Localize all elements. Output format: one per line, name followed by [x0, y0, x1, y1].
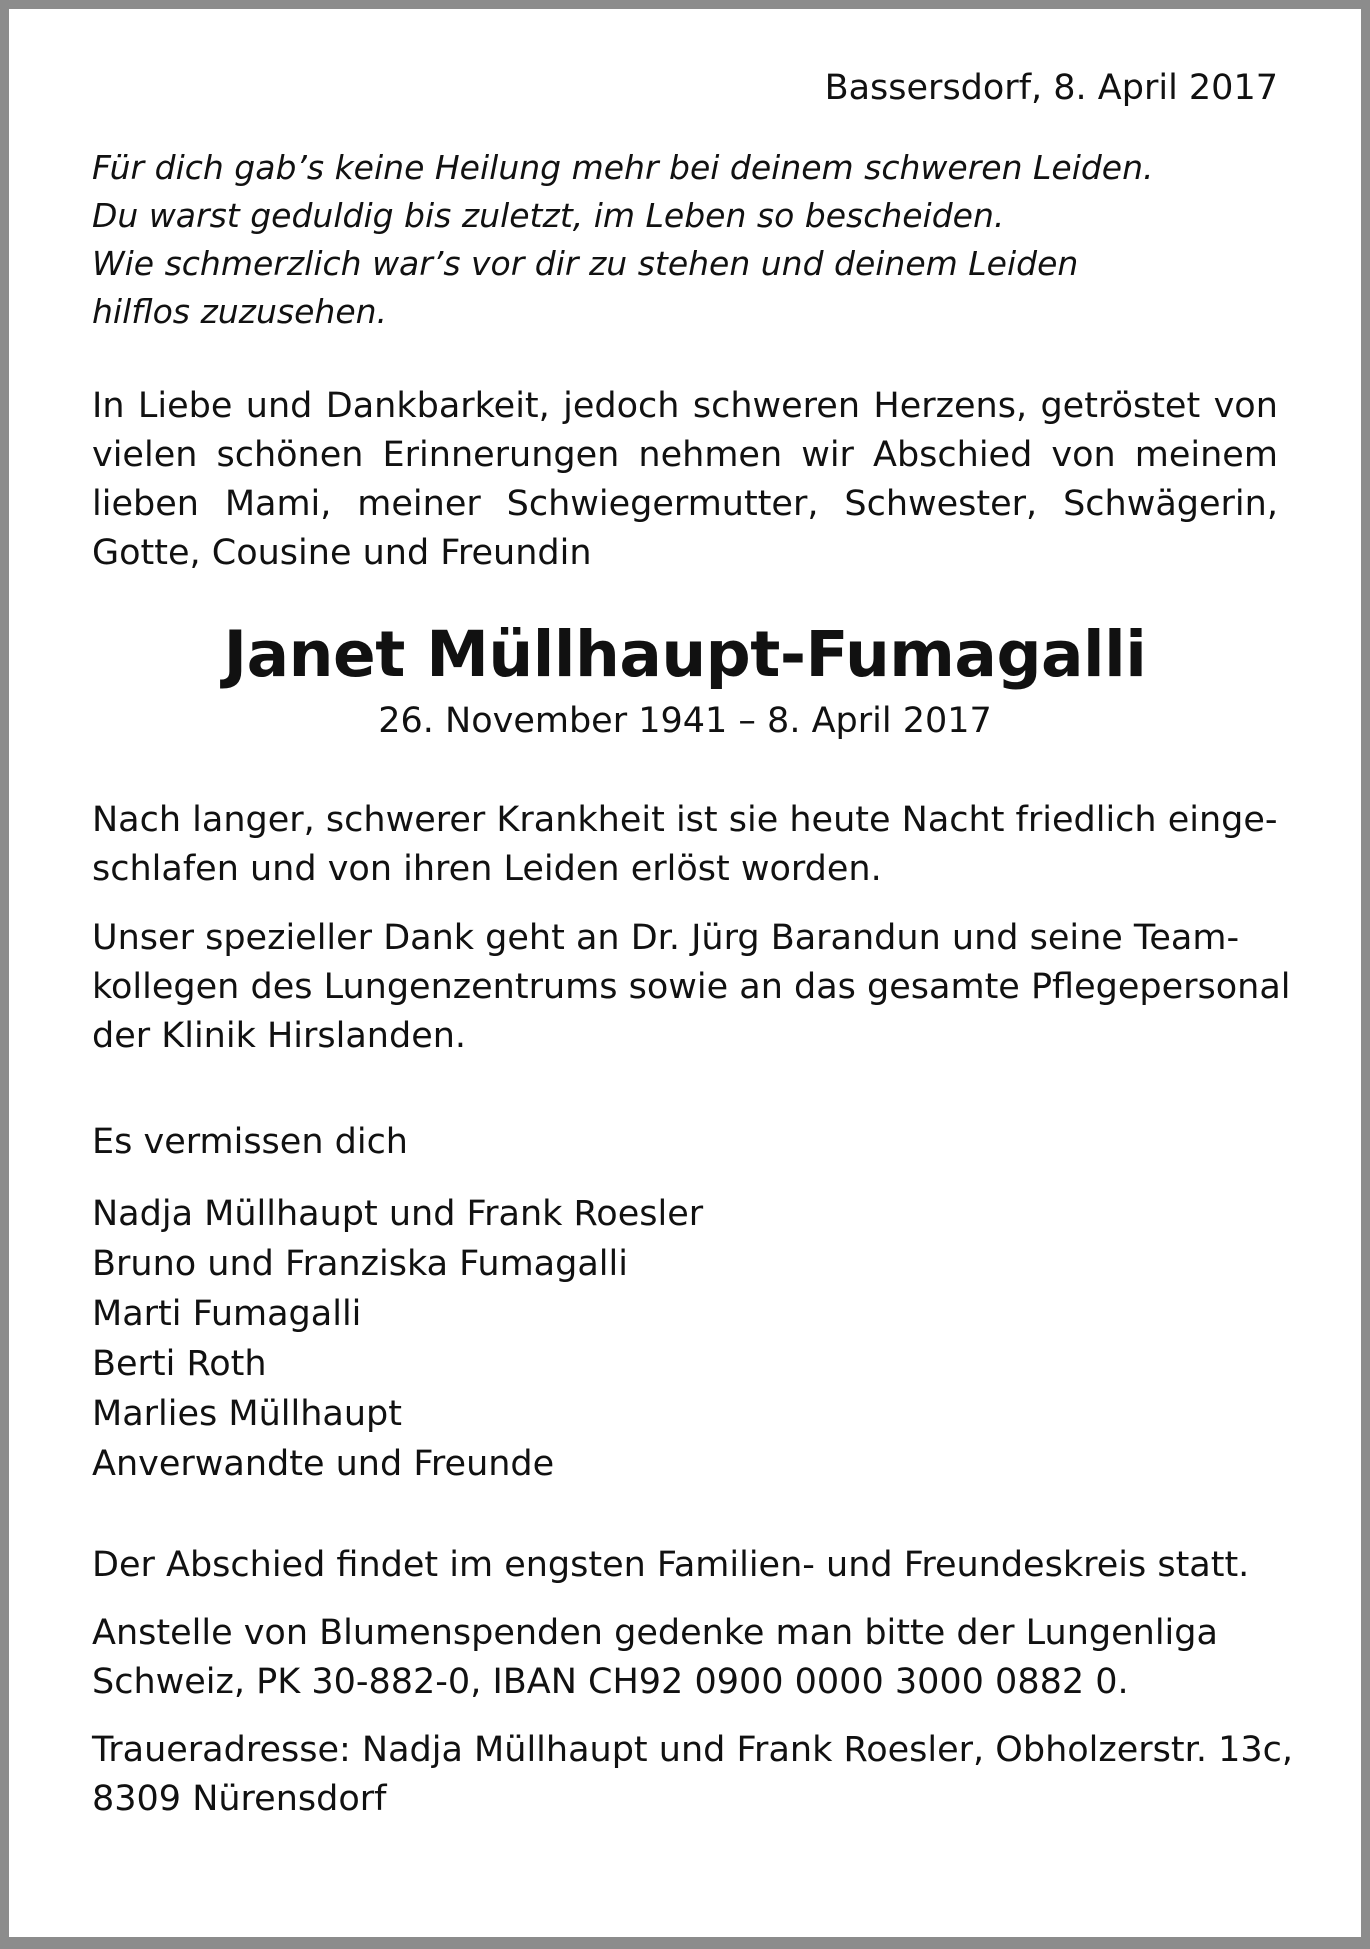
mourner-name: Berti Roth [92, 1344, 267, 1384]
obituary-notice [92, 62, 1293, 1824]
mourning-address [92, 1726, 1293, 1824]
thanks-paragraph [92, 914, 1291, 1061]
poem-line: Für dich gab’s keine Heilung mehr bei deinem schweren Leiden. [92, 148, 1154, 187]
poem-line: hilflos zuzusehen. [92, 292, 388, 331]
intro-word: Herzens, [873, 386, 1028, 426]
mourner-name: Nadja Müllhaupt und Frank Roesler [92, 1194, 704, 1234]
intro-line [92, 382, 1278, 431]
intro-word: von [1213, 386, 1278, 426]
poem [92, 144, 1278, 336]
intro-word: Mami, [224, 484, 332, 524]
intro-word: Abschied [873, 435, 1033, 475]
death-paragraph [92, 796, 1278, 894]
paragraph-line: kollegen des Lungenzentrums sowie an das gesamte Pflegepersonal [92, 967, 1291, 1007]
mourners-list [92, 1189, 1278, 1489]
intro-word: jedoch [563, 386, 680, 426]
place-date: Bassersdorf, 8. April 2017 [824, 68, 1278, 108]
intro-word: nehmen [638, 435, 783, 475]
mourner-name: Anverwandte und Freunde [92, 1444, 555, 1484]
paragraph-line: Unser spezieller Dank geht an Dr. Jürg Barandun und seine Team- [92, 918, 1240, 958]
paragraph-line: Nach langer, schwerer Krankheit ist sie heute Nacht friedlich einge- [92, 800, 1278, 840]
mourners-heading: Es vermissen dich [92, 1122, 408, 1162]
deceased-name: Janet Müllhaupt-Fumagalli [223, 618, 1147, 691]
intro-word: und [245, 386, 313, 426]
intro-word: getröstet [1040, 386, 1201, 426]
intro-word: vielen [92, 435, 198, 475]
mourner-name: Bruno und Franziska Fumagalli [92, 1244, 628, 1284]
intro-paragraph [92, 382, 1278, 578]
intro-line [92, 480, 1278, 529]
intro-word: schönen [216, 435, 364, 475]
intro-line [92, 529, 1278, 578]
address-line: 8309 Nürensdorf [92, 1779, 387, 1819]
address-line: Traueradresse: Nadja Müllhaupt und Frank Roesler, Obholzerstr. 13c, [92, 1730, 1293, 1770]
donation-line: Anstelle von Blumenspenden gedenke man bitte der Lungenliga [92, 1613, 1218, 1653]
intro-word: von [1051, 435, 1116, 475]
poem-line: Wie schmerzlich war’s vor dir zu stehen und deinem Leiden [92, 244, 1079, 283]
intro-word: schweren [692, 386, 861, 426]
mourner-name: Marti Fumagalli [92, 1294, 362, 1334]
intro-word: Gotte, Cousine und Freundin [92, 533, 592, 573]
paragraph-line: der Klinik Hirslanden. [92, 1016, 467, 1056]
intro-word: In [92, 386, 125, 426]
farewell-note: Der Abschied findet im engsten Familien- und Freundeskreis statt. [92, 1545, 1250, 1585]
mourner-name: Marlies Müllhaupt [92, 1394, 402, 1434]
donation-note [92, 1609, 1278, 1707]
donation-line: Schweiz, PK 30-882-0, IBAN CH92 0900 0000 3000 0882 0. [92, 1662, 1129, 1702]
intro-word: Erinnerungen [382, 435, 620, 475]
paragraph-line: schlafen und von ihren Leiden erlöst worden. [92, 849, 882, 889]
intro-word: Schwägerin, [1063, 484, 1278, 524]
intro-word: lieben [92, 484, 199, 524]
intro-word: Liebe [137, 386, 233, 426]
intro-word: Schwiegermutter, [506, 484, 819, 524]
intro-word: Dankbarkeit, [325, 386, 550, 426]
intro-word: meiner [357, 484, 481, 524]
poem-line: Du warst geduldig bis zuletzt, im Leben so bescheiden. [92, 196, 1005, 235]
intro-word: wir [801, 435, 854, 475]
intro-line [92, 431, 1278, 480]
intro-word: meinem [1134, 435, 1278, 475]
life-dates: 26. November 1941 – 8. April 2017 [378, 701, 992, 741]
intro-word: Schwester, [844, 484, 1038, 524]
